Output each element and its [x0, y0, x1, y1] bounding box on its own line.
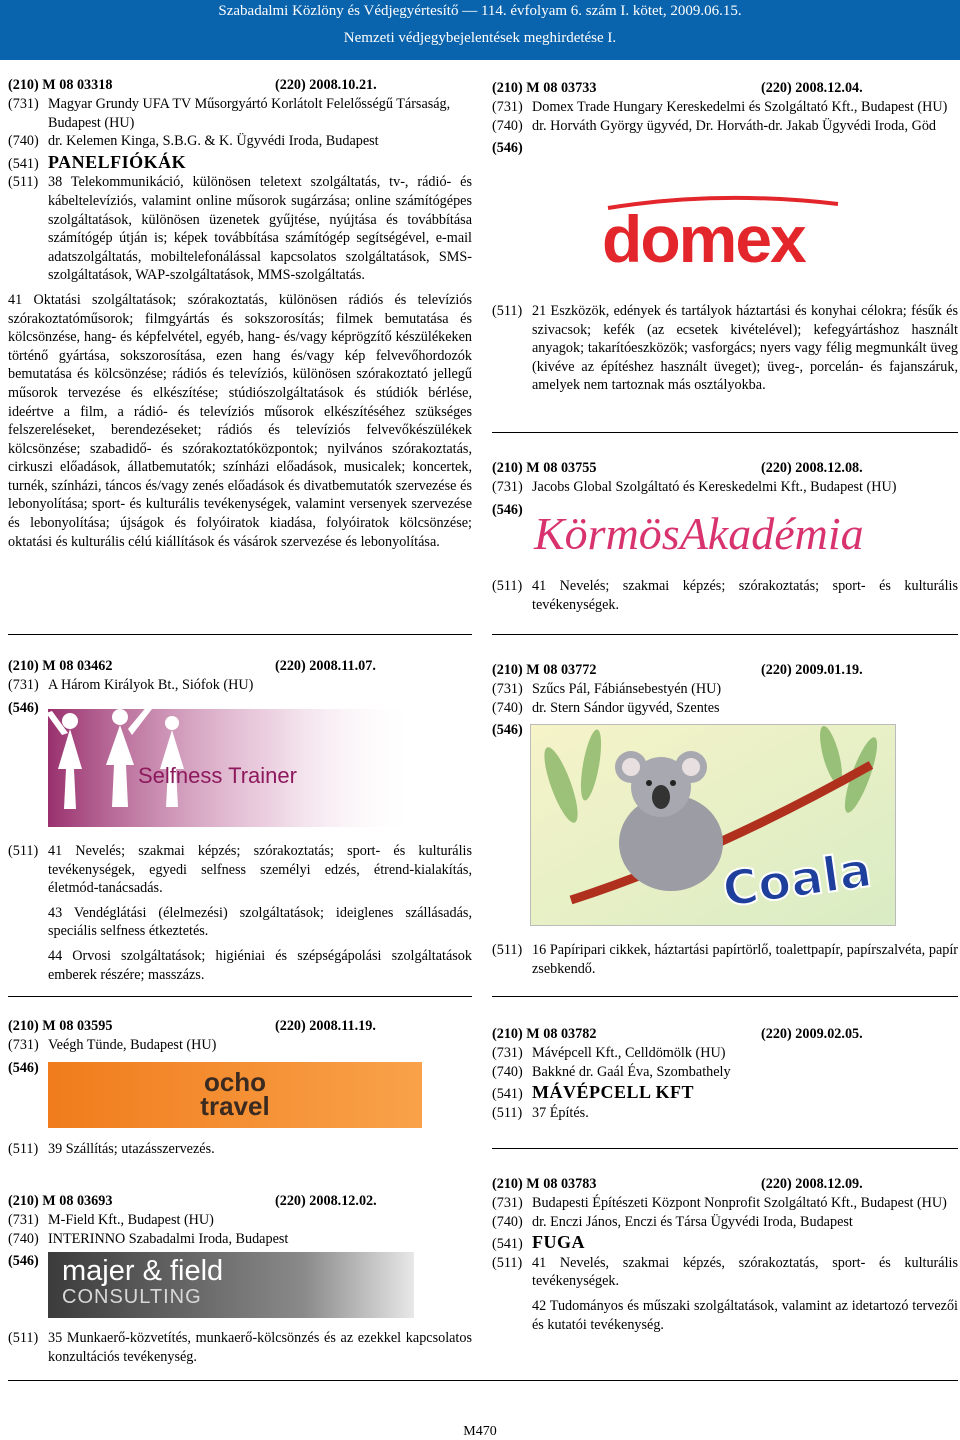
- entry-m0803783: [492, 1175, 958, 1334]
- code-210: (210): [492, 80, 523, 96]
- code-220: (220): [761, 80, 792, 96]
- application-number: M 08 03733: [526, 80, 597, 96]
- entry-m0803755-classes: [492, 577, 958, 614]
- code-210: (210): [492, 662, 523, 678]
- section-title: Nemzeti védjegybejelentések meghirdetése I.: [343, 30, 617, 46]
- application-row: [8, 1192, 472, 1211]
- application-number: M 08 03462: [42, 658, 113, 674]
- representative: (740) Bakkné dr. Gaál Éva, Szombathely: [492, 1063, 731, 1080]
- class-37: (511) 37 Építés.: [492, 1104, 589, 1121]
- applicant: (731) Veégh Tünde, Budapest (HU): [8, 1037, 217, 1053]
- code-220: (220): [275, 77, 306, 93]
- application-row: [8, 657, 472, 676]
- travel-word: travel: [200, 1091, 270, 1121]
- majer-field-wordmark: majer & field: [62, 1255, 224, 1287]
- class-41: (511) 41 Nevelés, szakmai képzés, szórakoztatás, sport- és kulturális tevékenységek.: [492, 1254, 958, 1290]
- code-220: (220): [275, 1018, 306, 1034]
- applicant: (731) Mávépcell Kft., Celldömölk (HU): [492, 1045, 726, 1061]
- code-546: (546): [492, 140, 523, 157]
- ocho-travel-logo: [48, 1062, 422, 1128]
- applicant: (731) Budapesti Építészeti Központ Nonprofit Szolgáltató Kft., Budapest (HU): [492, 1195, 947, 1211]
- representative: (740) INTERINNO Szabadalmi Iroda, Budapest: [8, 1230, 289, 1247]
- majer-field-logo: [48, 1252, 414, 1318]
- bottom-rule: [8, 1380, 958, 1381]
- filing-date: 2008.10.21.: [309, 77, 377, 93]
- entry-m0803693-classes: [8, 1329, 472, 1366]
- code-210: (210): [492, 1026, 523, 1042]
- application-row: [492, 661, 958, 680]
- divider: [8, 996, 472, 997]
- code-210: (210): [492, 1176, 523, 1192]
- entry-m0803595-classes: [8, 1140, 472, 1159]
- entry-m0803733-classes: [492, 302, 958, 395]
- code-210: (210): [8, 1018, 39, 1034]
- entry-m0803772-classes: [492, 941, 958, 978]
- class-39: (511) 39 Szállítás; utazásszervezés.: [8, 1141, 215, 1157]
- code-220: (220): [761, 1176, 792, 1192]
- filing-date: 2009.01.19.: [795, 662, 863, 678]
- code-546: (546): [492, 722, 523, 739]
- code-210: (210): [8, 77, 39, 93]
- divider: [492, 634, 958, 635]
- class-16: (511) 16 Papíripari cikkek, háztartási papírtörlő, toalettpapír, papírszalvéta, papír zsebkendő.: [492, 942, 958, 977]
- journal-header: [0, 0, 960, 60]
- representative: (740) dr. Enczi János, Enczi és Társa Ügyvédi Iroda, Budapest: [492, 1213, 853, 1230]
- word-mark: (541) PANELFIÓKÁK: [8, 151, 187, 172]
- entry-m0803782: [492, 1025, 958, 1122]
- application-number: M 08 03318: [42, 77, 113, 93]
- class-38: (511) 38 Telekommunikáció, különösen teletext szolgáltatás, tv-, rádió- és kábeltelevíziós, valamint online műsorok sugárzása; online számítógépes szolgáltatások, különösen üzenetek gyűjtése, nyújtása és továbbítása számítógép útján is; képek továbbítása számítógép segítségével, e-mail adatszolgáltatás, mobiltelefonálással kapcsolatos szolgáltatások, SMS-szolgáltatások, WAP-szolgáltatások, MMS-szolgáltatás.: [8, 174, 472, 284]
- coala-graphic: [531, 725, 895, 925]
- application-row: [492, 459, 958, 478]
- divider: [492, 432, 958, 433]
- application-row: [492, 1025, 958, 1044]
- entry-m0803733: [492, 79, 958, 158]
- code-220: (220): [761, 1026, 792, 1042]
- page-number: M470: [463, 1424, 497, 1439]
- filing-date: 2008.12.09.: [795, 1176, 863, 1192]
- application-number: M 08 03693: [42, 1193, 113, 1209]
- application-row: [492, 79, 958, 98]
- representative: (740) dr. Stern Sándor ügyvéd, Szentes: [492, 699, 720, 716]
- applicant: (731) M-Field Kft., Budapest (HU): [8, 1212, 214, 1228]
- domex-graphic: [598, 186, 848, 286]
- entry-m0803462-classes: [8, 842, 472, 984]
- class-41: 41 Oktatási szolgáltatások; szórakoztatás, különösen rádiós és televíziós szórakoztatóműsorok; filmgyártás és sokszorosítás; filmek bemutatása és kölcsönzése, hang- és képfelvétel, egyéb, hang- és/vagy képrögzítő készülékeken történő gyártása, sokszorosítása, ezen hang és/vagy kép felvevőhordozók bemutatása és kölcsönzése; rádiós és televíziós, különösen szórakoztató jellegű műsorok tervezése és elkészítése; stúdiószolgáltatások és stúdiók bérlése, ideértve a film, a rádió- és televíziós műsorok elkészítéséhez szükséges felszereléseket, berendezéseket; rádiós és televíziós felvevőkészülékek kölcsönzése; szabadidő- és szórakoztatóközpontok; nyilvános szórakoztatás, cirkuszi előadások, állatbemutatók; színházi előadások, musicalek; koncertek, turnék, színházi, táncos és/vagy zenés előadások és divatbemutatók szervezése és lebonyolítása; sport- és kulturális tevékenységek, valamint versenyek szervezése és lebonyolítása; újságok és folyóiratok kiadása, folyóiratok kölcsönzése; oktatási és kulturális célú kiállítások és vásárok szervezése és lebonyolítása.: [8, 291, 472, 550]
- application-number: M 08 03595: [42, 1018, 113, 1034]
- selfness-trainer-logo: [48, 699, 418, 829]
- application-number: M 08 03755: [526, 460, 597, 476]
- code-220: (220): [275, 1193, 306, 1209]
- applicant: (731) Szűcs Pál, Fábiánsebestyén (HU): [492, 681, 722, 697]
- entry-m0803318: [8, 76, 472, 551]
- domex-logo: [598, 186, 848, 286]
- application-number: M 08 03772: [526, 662, 597, 678]
- code-546: (546): [8, 1253, 39, 1270]
- code-210: (210): [8, 1193, 39, 1209]
- selfness-trainer-wordmark: Selfness Trainer: [138, 763, 297, 788]
- divider: [8, 634, 472, 635]
- applicant: (731) Jacobs Global Szolgáltató és Kereskedelmi Kft., Budapest (HU): [492, 479, 897, 495]
- class-42: 42 Tudományos és műszaki szolgáltatások, valamint az idetartozó tervezői és kutatói tevékenység.: [532, 1297, 958, 1333]
- filing-date: 2008.12.08.: [795, 460, 863, 476]
- domex-wordmark: domex: [602, 202, 805, 276]
- divider: [492, 996, 958, 997]
- kormos-akademia-logo: [534, 506, 914, 562]
- filing-date: 2009.02.05.: [795, 1026, 863, 1042]
- representative: (740) dr. Kelemen Kinga, S.B.G. & K. Ügyvédi Iroda, Budapest: [8, 133, 379, 150]
- application-row: [8, 1017, 472, 1036]
- code-220: (220): [761, 662, 792, 678]
- applicant: (731) A Három Királyok Bt., Siófok (HU): [8, 677, 254, 693]
- ocho-word: ocho: [203, 1067, 267, 1097]
- application-number: M 08 03783: [526, 1176, 597, 1192]
- coala-logo: [530, 724, 896, 926]
- filing-date: 2008.11.07.: [309, 658, 376, 674]
- code-220: (220): [275, 658, 306, 674]
- class-44: 44 Orvosi szolgáltatások; higiéniai és szépségápolási szolgáltatások emberek részére; masszázs.: [48, 947, 472, 983]
- class-41: (511) 41 Nevelés; szakmai képzés; szórakoztatás; sport- és kulturális tevékenységek.: [492, 578, 958, 613]
- code-546: (546): [8, 699, 39, 716]
- code-546: (546): [8, 1059, 39, 1076]
- divider: [492, 1148, 958, 1149]
- class-43: 43 Vendéglátási (élelmezési) szolgáltatások; ideiglenes szállásadás, speciális selfness étkeztetés.: [48, 904, 472, 940]
- application-row: [492, 1175, 958, 1194]
- selfness-figures-graphic: [48, 699, 418, 829]
- applicant: (731) Domex Trade Hungary Kereskedelmi és Szolgáltató Kft., Budapest (HU): [492, 99, 948, 115]
- code-210: (210): [8, 658, 39, 674]
- kormos-akademia-wordmark: KörmösAkadémia: [534, 508, 864, 559]
- class-41: (511) 41 Nevelés; szakmai képzés; szórakoztatás; sport- és kulturális tevékenységek, egyedi selfness személyi edzés, étrend-kialakítás, életmód-tanácsadás.: [8, 843, 472, 897]
- class-35: (511) 35 Munkaerő-közvetítés, munkaerő-kölcsönzés és az ezekkel kapcsolatos konzultációs tevékenység.: [8, 1330, 472, 1365]
- filing-date: 2008.12.04.: [795, 80, 863, 96]
- application-row: [8, 76, 472, 95]
- filing-date: 2008.11.19.: [309, 1018, 376, 1034]
- applicant: (731) Magyar Grundy UFA TV Műsorgyártó Korlátolt Felelősségű Társaság, Budapest (HU): [8, 96, 451, 131]
- class-21: (511) 21 Eszközök, edények és tartályok háztartási és konyhai célokra; fésűk és szivacsok; kefék (az ecsetek kivételével); kefegyártáshoz használt anyagok; takarítóeszközök; vasforgács; nyers vagy félig megmunkált üveg (kivéve az építéshez használt üveget); üveg-, porcelán- és fajanszáruk, amelyek nem tartoznak más osztályokba.: [492, 303, 958, 394]
- application-number: M 08 03782: [526, 1026, 597, 1042]
- code-546: (546): [492, 501, 523, 518]
- representative: (740) dr. Horváth György ügyvéd, Dr. Horváth-dr. Jakab Ügyvédi Iroda, Göd: [492, 117, 937, 134]
- code-210: (210): [492, 460, 523, 476]
- journal-title: Szabadalmi Közlöny és Védjegyértesítő — 114. évfolyam 6. szám I. kötet, 2009.06.15.: [218, 3, 742, 19]
- word-mark: (541) MÁVÉPCELL KFT: [492, 1082, 695, 1103]
- code-220: (220): [761, 460, 792, 476]
- coala-wordmark: Coala: [719, 841, 875, 919]
- filing-date: 2008.12.02.: [309, 1193, 377, 1209]
- consulting-word: CONSULTING: [62, 1286, 202, 1308]
- word-mark: (541) FUGA: [492, 1232, 585, 1253]
